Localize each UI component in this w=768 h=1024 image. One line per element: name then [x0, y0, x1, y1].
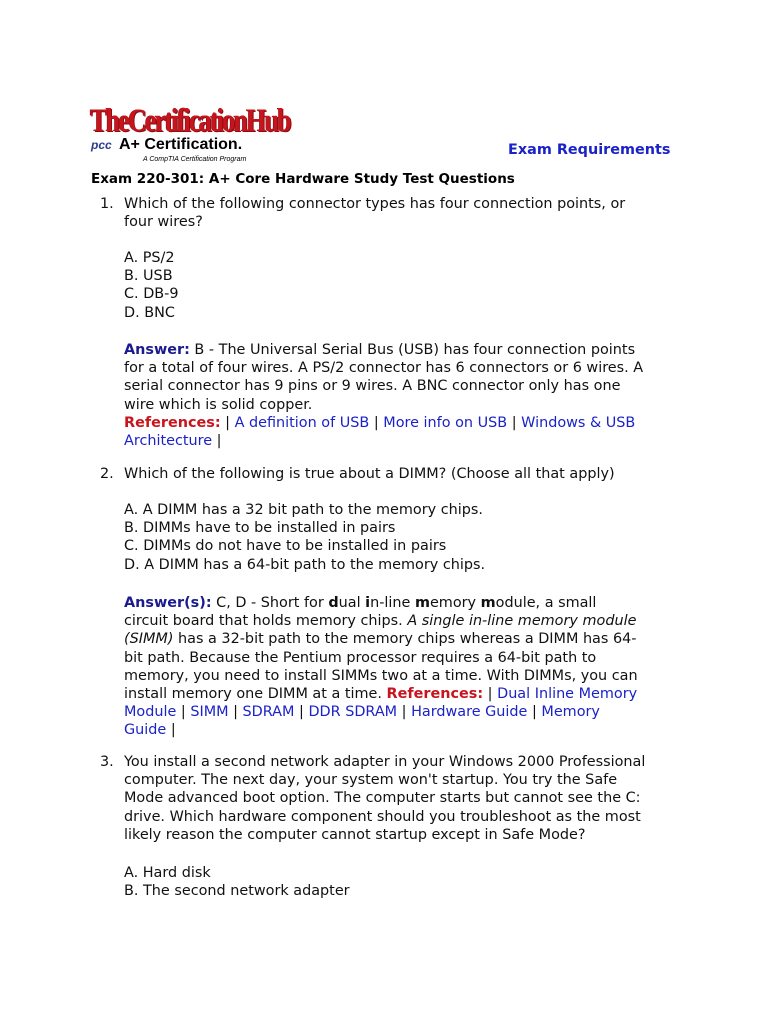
- answer-text: for a total of four wires. A PS/2 connector has 6 connectors or 6 wires. A: [124, 360, 644, 377]
- references-line: [124, 414, 684, 432]
- separator: |: [397, 704, 412, 721]
- logo-program-text: A CompTIA Certification Program: [143, 156, 247, 163]
- reference-link[interactable]: Dual Inline Memory: [497, 685, 638, 702]
- separator: |: [212, 432, 222, 449]
- answer-text: n-line: [370, 595, 415, 611]
- certification-hub-logo: [90, 97, 290, 165]
- question-number: 3.: [100, 754, 114, 770]
- question-text: Which of the following connector types has four connection points, or: [124, 196, 626, 212]
- separator: |: [228, 704, 243, 721]
- answer-italic: (SIMM): [124, 631, 174, 648]
- question-1: [124, 195, 684, 231]
- answer-text: install memory one DIMM at a time.: [124, 685, 387, 702]
- question-text: likely reason the computer cannot startup except in Safe Mode?: [124, 826, 586, 843]
- question-number: 1.: [100, 196, 114, 212]
- option-a: A. Hard disk: [124, 865, 211, 881]
- answer-label: Answer:: [124, 342, 190, 358]
- answer-text: wire which is solid copper.: [124, 396, 313, 413]
- answer-label: Answer(s):: [124, 595, 212, 611]
- logo-cert-row: [91, 135, 256, 155]
- question-3: [124, 753, 684, 844]
- company-mark-icon: pcc: [91, 138, 112, 152]
- option-a: A. A DIMM has a 32 bit path to the memory chips.: [124, 502, 483, 518]
- separator: |: [527, 704, 542, 721]
- logo-hub-text: TheCertificationHub: [90, 102, 290, 139]
- answer-text: memory, you need to install SIMMs two at a time. With DIMMs, you can: [124, 667, 638, 684]
- question-text: Which of the following is true about a DIMM? (Choose all that apply): [124, 466, 615, 482]
- question-2-answer: [124, 594, 684, 740]
- answer-text: bit path. Because the Pentium processor requires a 64-bit path to: [124, 649, 597, 666]
- option-c: C. DB-9: [124, 286, 179, 303]
- option-c: C. DIMMs do not have to be installed in pairs: [124, 538, 447, 555]
- question-text: computer. The next day, your system won't startup. You try the Safe: [124, 772, 618, 789]
- reference-link[interactable]: DDR SDRAM: [308, 704, 398, 721]
- option-b: B. DIMMs have to be installed in pairs: [124, 520, 396, 537]
- question-text: four wires?: [124, 214, 203, 231]
- page-title: Exam 220-301: A+ Core Hardware Study Test Questions: [91, 171, 515, 187]
- answer-emphasis: m: [480, 595, 496, 611]
- question-text: You install a second network adapter in your Windows 2000 Professional: [124, 754, 646, 770]
- reference-link[interactable]: More info on USB: [383, 414, 508, 431]
- separator: |: [176, 704, 191, 721]
- answer-text: C, D - Short for: [211, 595, 329, 611]
- answer-text: B - The Universal Serial Bus (USB) has four connection points: [189, 342, 636, 358]
- answer-text: serial connector has 9 pins or 9 wires. A BNC connector only has one: [124, 378, 621, 395]
- separator: |: [483, 685, 498, 702]
- reference-link[interactable]: Guide: [124, 722, 167, 739]
- question-2: [124, 465, 684, 483]
- reference-link[interactable]: Windows & USB: [521, 414, 636, 431]
- reference-link[interactable]: SIMM: [190, 704, 229, 721]
- question-3-options: [124, 864, 684, 900]
- separator: |: [220, 414, 235, 431]
- reference-link[interactable]: A definition of USB: [234, 414, 370, 431]
- option-a: A. PS/2: [124, 250, 175, 266]
- separator: |: [369, 414, 384, 431]
- option-b: B. The second network adapter: [124, 883, 350, 900]
- exam-requirements-link[interactable]: Exam Requirements: [508, 142, 671, 158]
- question-number: 2.: [100, 466, 114, 482]
- answer-emphasis: i: [365, 595, 371, 611]
- question-1-answer: [124, 341, 684, 450]
- answer-italic: A single in-line memory module: [407, 613, 637, 630]
- question-2-options: [124, 501, 684, 574]
- references-label: References:: [386, 685, 484, 702]
- logo-aplus-text: A+ Certification.: [119, 136, 243, 153]
- separator: |: [166, 722, 176, 739]
- reference-link[interactable]: Memory: [541, 704, 600, 721]
- question-1-options: [124, 249, 684, 322]
- references-label: References:: [124, 414, 221, 431]
- answer-text: has a 32-bit path to the memory chips whereas a DIMM has 64-: [173, 631, 637, 648]
- answer-emphasis: d: [328, 595, 339, 611]
- answer-text: ual: [338, 595, 366, 611]
- answer-text: circuit board that holds memory chips.: [124, 613, 408, 630]
- reference-link[interactable]: SDRAM: [242, 704, 295, 721]
- reference-link[interactable]: Hardware Guide: [411, 704, 528, 721]
- separator: |: [294, 704, 309, 721]
- question-text: Mode advanced boot option. The computer starts but cannot see the C:: [124, 790, 641, 807]
- option-d: D. A DIMM has a 64-bit path to the memory chips.: [124, 556, 486, 573]
- question-text: drive. Which hardware component should you troubleshoot as the most: [124, 808, 641, 825]
- option-b: B. USB: [124, 268, 173, 285]
- reference-link[interactable]: Module: [124, 704, 177, 721]
- answer-text: odule, a small: [495, 595, 597, 611]
- reference-link[interactable]: Architecture: [124, 432, 213, 449]
- option-d: D. BNC: [124, 304, 175, 321]
- answer-emphasis: m: [414, 595, 430, 611]
- answer-text: emory: [429, 595, 481, 611]
- separator: |: [507, 414, 522, 431]
